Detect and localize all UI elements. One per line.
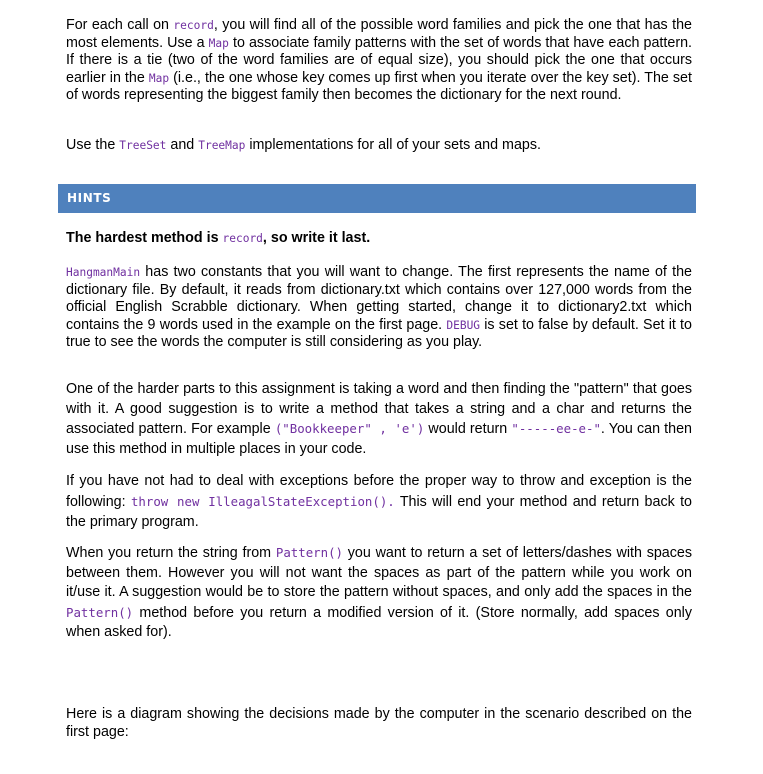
paragraph-hardest-method: The hardest method is record, so write it last. [66, 230, 371, 246]
code-record: record [173, 19, 214, 32]
code-map: Map [208, 36, 229, 50]
code-example-call: ("Bookkeeper" , 'e') [274, 421, 425, 437]
paragraph-hangmanmain-constants: HangmanMain has two constants that you will want to change. The first represents the name of the dictionary file. By default, it reads from dictionary.txt which contains over 127,000 words from the official English Scrabble dictionary. When getting started, change it to dictionary2.txt which contains the 9 words used in the example on the first page. DEBUG is set to false by default. Set it to true to see the words the computer is still considering as you play. [66, 264, 692, 351]
code-treeset: TreeSet [119, 139, 167, 152]
hints-banner [58, 184, 696, 213]
code-pattern-method: Pattern() [275, 545, 343, 560]
paragraph-exceptions: If you have not had to deal with exceptions before the proper way to throw and exception is the following: throw new IlleagalStateException(). This will end your method and return back to the primary program. [66, 473, 693, 530]
code-hangmanmain: HangmanMain [66, 266, 141, 279]
hints-heading: HINTS [67, 191, 112, 205]
code-treemap: TreeMap [198, 139, 246, 152]
code-throw-statement: throw new IlleagalStateException(). [130, 493, 395, 509]
code-record: record [222, 232, 263, 245]
code-debug: DEBUG [446, 318, 481, 332]
paragraph-pattern-hint: One of the harder parts to this assignment is taking a word and then finding the "pattern" that goes with it. A good suggestion is to write a method that takes a string and a char and returns the associated pattern. For example ("Bookkeeper" , 'e') would return "-----ee-e-". You can then use this method in multiple places in your code. [66, 381, 692, 457]
code-example-return: "-----ee-e-" [511, 421, 601, 437]
code-pattern-method: Pattern() [66, 604, 134, 620]
paragraph-diagram-intro: Here is a diagram showing the decisions made by the computer in the scenario described on the first page: [66, 706, 692, 740]
paragraph-pattern-spaces: When you return the string from Pattern() you want to return a set of letters/dashes with spaces between them. However you will not want the spaces as part of the pattern while you work on it/use it. A suggestion would be to store the pattern without spaces, and only add the spaces in the Pattern() method before you return a modified version of it. (Store normally, add spaces only when asked for). [66, 545, 692, 641]
paragraph-treeset-treemap: Use the TreeSet and TreeMap implementations for all of your sets and maps. [66, 137, 541, 153]
code-map: Map [148, 71, 170, 85]
paragraph-record-families: For each call on record, you will find all of the possible word families and pick the one that has the most elements. Use a Map to associate family patterns with the set of words that have each pattern. If there is a tie (two of the word families are of equal size), you should pick the one that occurs earlier in the Map (i.e., the one whose key comes up first when you iterate over the key set). The set of words representing the biggest family then becomes the dictionary for the next round. [66, 17, 693, 104]
